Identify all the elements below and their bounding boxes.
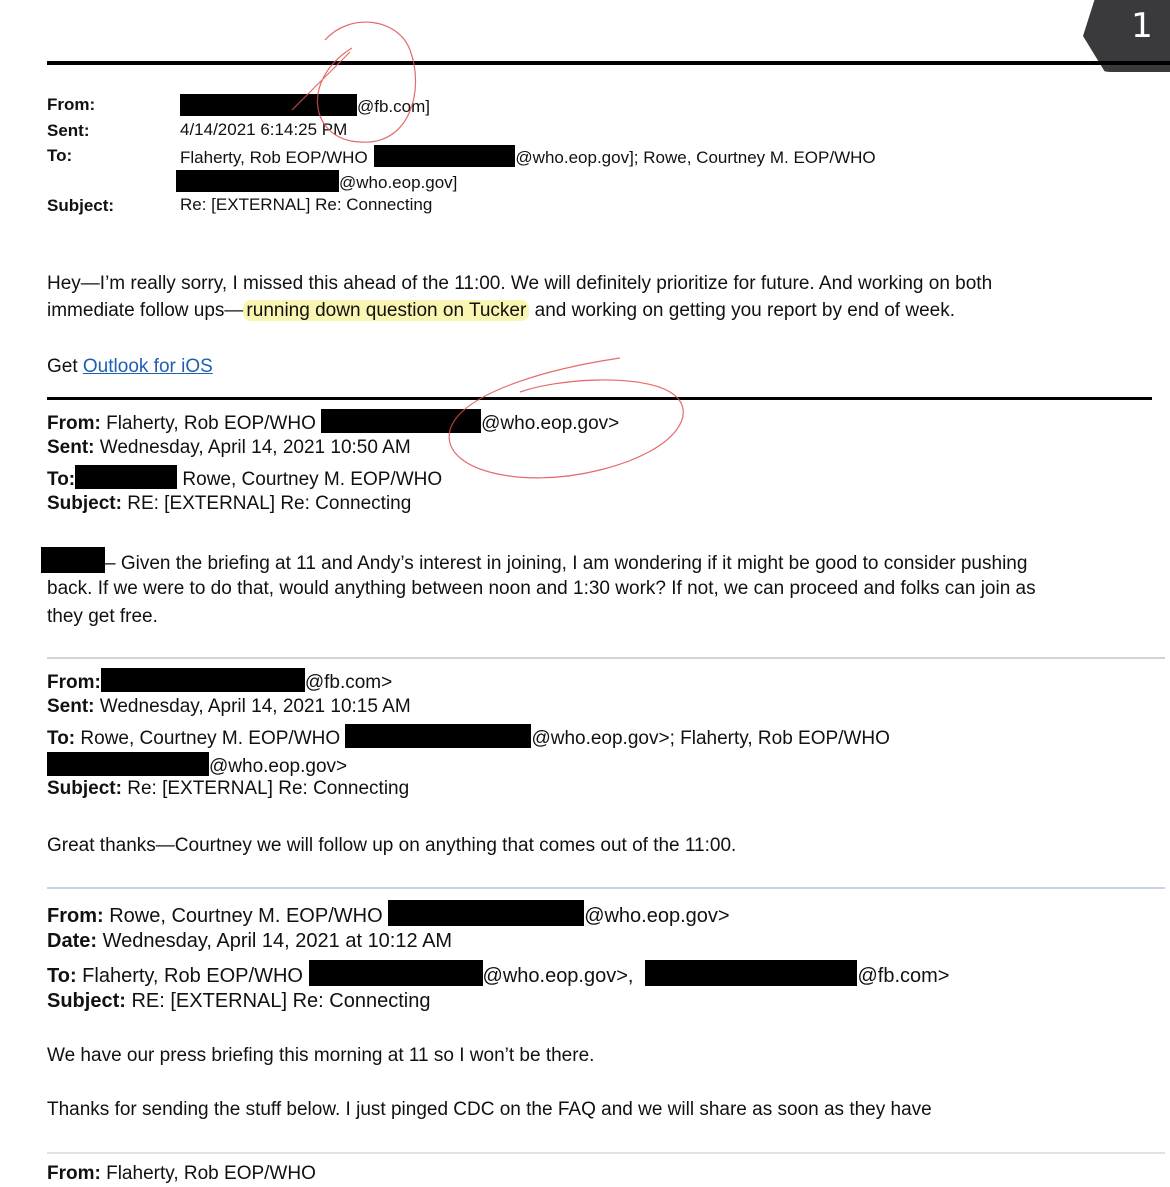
email4-subject	[47, 990, 430, 1013]
email1-from-label: From:	[47, 95, 96, 114]
email4-to	[47, 960, 950, 988]
email5-from	[47, 1163, 316, 1185]
email2-subject-value: RE: [EXTERNAL] Re: Connecting	[121, 493, 412, 514]
divider	[47, 657, 1165, 659]
email4-date	[47, 930, 452, 953]
email1-subject-value: Re: [EXTERNAL] Re: Connecting	[180, 195, 433, 214]
divider	[47, 1152, 1165, 1154]
email4-subject-value: RE: [EXTERNAL] Re: Connecting	[125, 990, 431, 1012]
email2-from-name: Flaherty, Rob EOP/WHO	[100, 413, 322, 434]
email3-from	[47, 668, 392, 694]
redaction-bar	[374, 145, 515, 167]
page-number: 1	[1131, 6, 1153, 46]
email1-from-address: @fb.com]	[357, 97, 430, 116]
email2-to-label: To:	[47, 469, 76, 490]
email4-to-label: To:	[47, 965, 77, 987]
email2-to	[47, 465, 442, 491]
email4-date-value: Wednesday, April 14, 2021 at 10:12 AM	[97, 930, 453, 952]
email3-sent	[47, 696, 411, 718]
email2-subject-label: Subject:	[47, 493, 122, 514]
redaction-bar	[645, 960, 857, 986]
email4-subject-label: Subject:	[47, 990, 126, 1012]
email1-from-value	[180, 94, 430, 117]
redaction-bar	[176, 170, 339, 192]
email2-from-label: From:	[47, 413, 101, 434]
redaction-bar	[101, 668, 305, 692]
email5-from-label: From:	[47, 1163, 101, 1184]
email2-sent	[47, 437, 411, 459]
divider	[47, 887, 1165, 889]
email3-from-address: @fb.com>	[304, 672, 393, 693]
email2-body-line3: they get free.	[47, 606, 158, 627]
signature-text: Get	[47, 356, 83, 377]
email4-date-label: Date:	[47, 930, 98, 952]
email3-to-label: To:	[47, 728, 76, 749]
redaction-bar	[41, 547, 105, 573]
highlighted-text: running down question on Tucker	[243, 300, 529, 321]
email1-to-address-2: @who.eop.gov]	[339, 173, 458, 192]
email4-from-name: Rowe, Courtney M. EOP/WHO	[103, 905, 389, 927]
email1-sent-value: 4/14/2021 6:14:25 PM	[180, 120, 348, 139]
email2-body-text-1: – Given the briefing at 11 and Andy’s interest in joining, I am wondering if it might be good to consider pushing	[105, 553, 1028, 574]
top-divider	[47, 61, 1170, 65]
redaction-bar	[345, 724, 531, 748]
email1-subject-label: Subject:	[47, 196, 115, 215]
email2-from	[47, 409, 619, 435]
email2-subject	[47, 493, 411, 515]
email4-from-address: @who.eop.gov>	[584, 905, 730, 927]
email1-body-text-2: and working on getting you report by end of week.	[529, 300, 955, 321]
email1-to-label: To:	[47, 146, 73, 165]
email1-sent-label: Sent:	[47, 121, 90, 140]
email4-body-line1: We have our press briefing this morning at 11 so I won’t be there.	[47, 1045, 595, 1066]
redaction-bar	[309, 960, 483, 986]
email1-body-text: immediate follow ups—	[47, 300, 244, 321]
email4-from	[47, 900, 730, 928]
email3-sent-label: Sent:	[47, 696, 95, 717]
divider	[47, 397, 1152, 400]
email3-to-address: @who.eop.gov>; Flaherty, Rob EOP/WHO	[531, 728, 890, 749]
email1-to-address: @who.eop.gov]; Rowe, Courtney M. EOP/WHO	[515, 148, 876, 167]
email3-subject-value: Re: [EXTERNAL] Re: Connecting	[121, 778, 410, 799]
email4-to-address-2: @fb.com>	[857, 965, 950, 987]
redaction-bar	[47, 752, 209, 776]
email1-body-line2	[47, 297, 955, 325]
email3-to-cont	[47, 752, 347, 778]
email1-to-name: Flaherty, Rob EOP/WHO	[180, 148, 368, 167]
redaction-bar	[180, 94, 357, 116]
email1-body-line1: Hey—I’m really sorry, I missed this ahead of the 11:00. We will definitely prioritize for future. And working on both	[47, 273, 993, 294]
email2-sent-value: Wednesday, April 14, 2021 10:50 AM	[94, 437, 411, 458]
email3-subject	[47, 778, 409, 800]
email3-to	[47, 724, 890, 750]
email1-to-value	[180, 145, 876, 168]
email4-body-line2: Thanks for sending the stuff below. I just pinged CDC on the FAQ and we will share as soon as they have	[47, 1099, 932, 1120]
email1-signature	[47, 353, 213, 381]
email1-to-value-cont	[176, 170, 457, 193]
email4-to-name: Flaherty, Rob EOP/WHO	[76, 965, 309, 987]
email3-subject-label: Subject:	[47, 778, 122, 799]
email2-from-address: @who.eop.gov>	[481, 413, 620, 434]
email5-from-value: Flaherty, Rob EOP/WHO	[100, 1163, 316, 1184]
email4-from-label: From:	[47, 905, 104, 927]
email2-sent-label: Sent:	[47, 437, 95, 458]
email2-body-line2: back. If we were to do that, would anything between noon and 1:30 work? If not, we can proceed and folks can join as	[47, 578, 1036, 599]
email3-from-label: From:	[47, 672, 101, 693]
email2-body-line1	[41, 547, 1027, 578]
email4-to-address: @who.eop.gov>,	[482, 965, 634, 987]
email3-body: Great thanks—Courtney we will follow up on anything that comes out of the 11:00.	[47, 835, 737, 856]
redaction-bar	[388, 900, 584, 926]
email3-to-name: Rowe, Courtney M. EOP/WHO	[75, 728, 346, 749]
email3-sent-value: Wednesday, April 14, 2021 10:15 AM	[94, 696, 411, 717]
email3-to-address-2: @who.eop.gov>	[209, 756, 348, 777]
redaction-bar	[321, 409, 481, 433]
email2-to-value: Rowe, Courtney M. EOP/WHO	[177, 469, 443, 490]
outlook-ios-link[interactable]: Outlook for iOS	[82, 356, 213, 377]
redaction-bar	[75, 465, 177, 489]
